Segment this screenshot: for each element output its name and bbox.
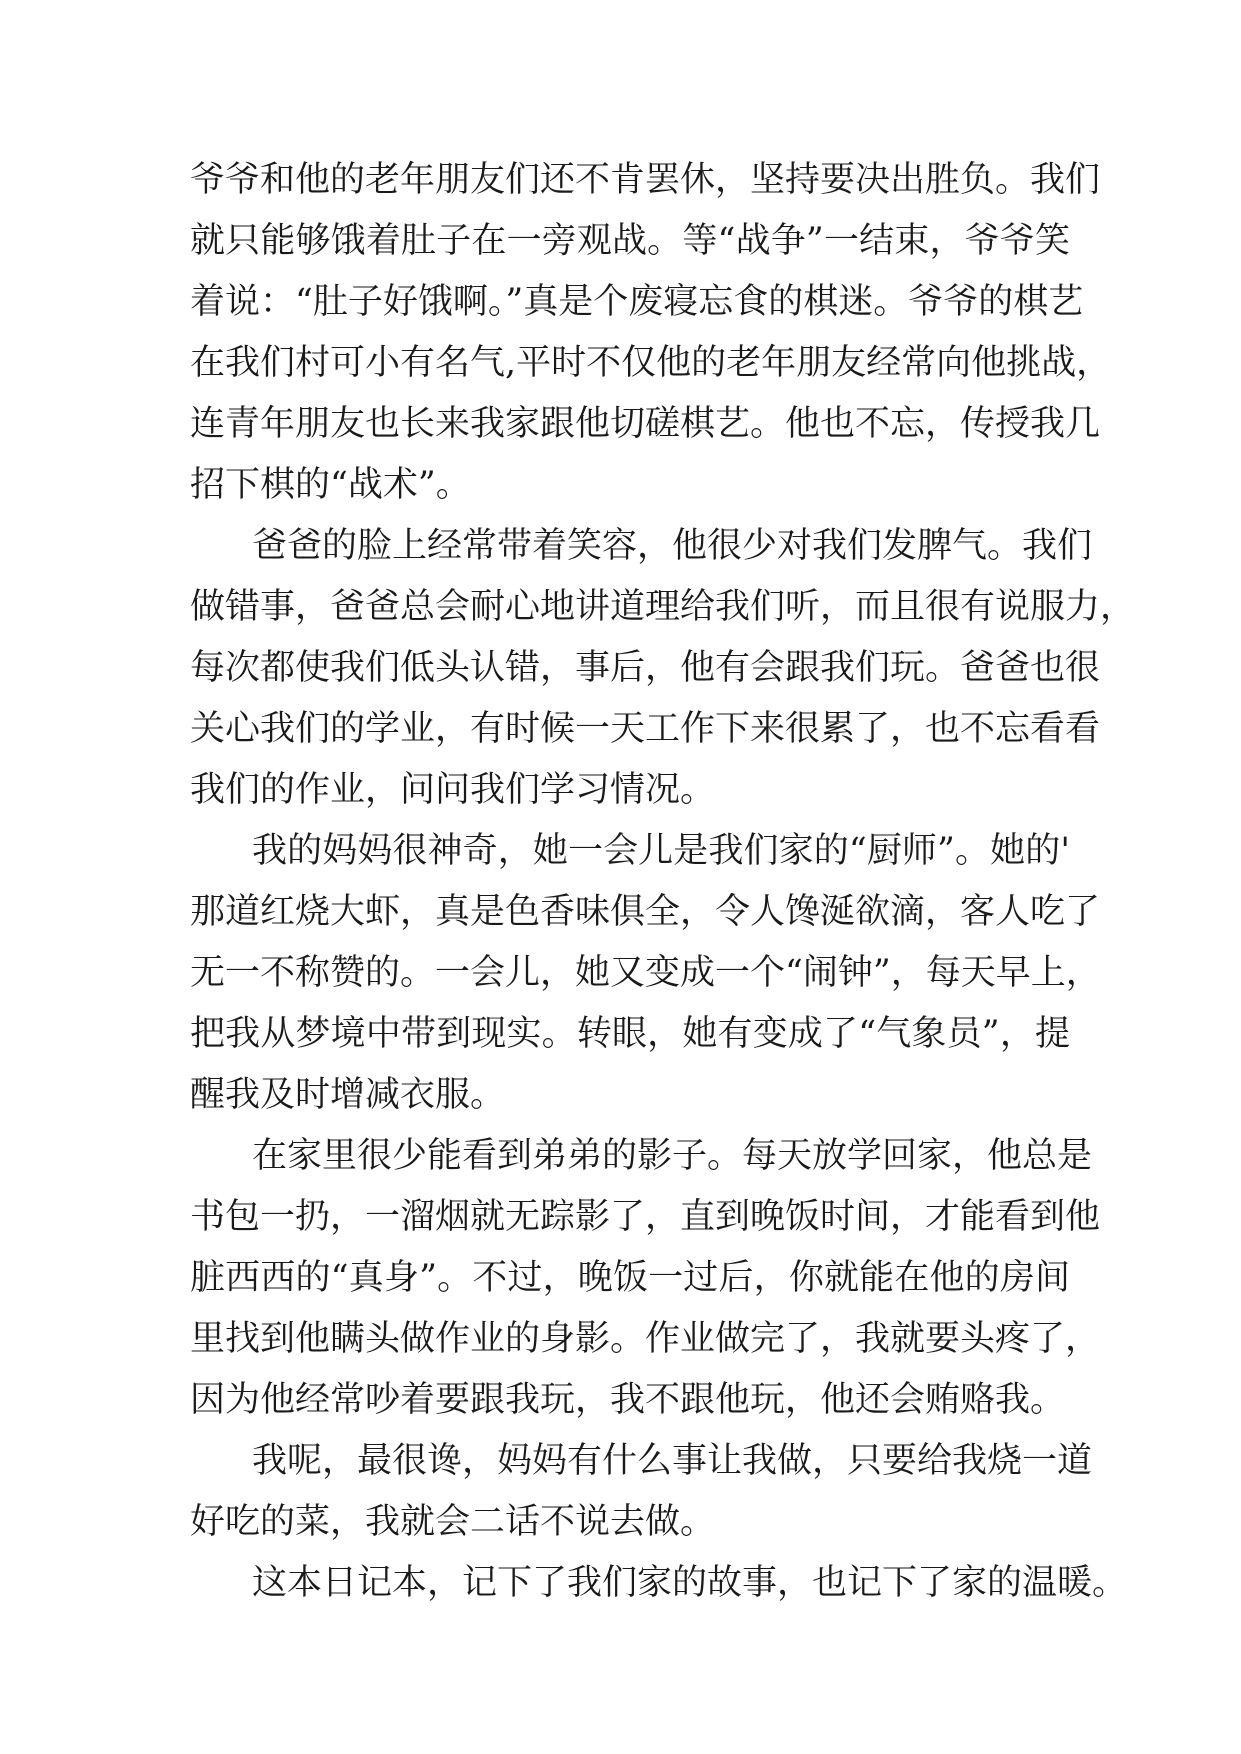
text-line: 我们的作业，问问我们学习情况。 [190, 770, 716, 810]
text-line: 着说：“肚子好饿啊。”真是个废寝忘食的棋迷。爷爷的棋艺 [190, 282, 1084, 322]
paragraph [190, 1431, 1093, 1553]
text-line: 爸爸的脸上经常带着笑容，他很少对我们发脾气。我们 [252, 526, 1093, 566]
text-line: 连青年朋友也长来我家跟他切磋棋艺。他也不忘，传授我几 [190, 404, 1101, 444]
paragraph [190, 516, 1136, 821]
text-line: 把我从梦境中带到现实。转眼，她有变成了“气象员”，提 [190, 1014, 1070, 1054]
text-line: 好吃的菜，我就会二话不说去做。 [190, 1502, 716, 1542]
paragraph [190, 1553, 1128, 1614]
document-body [190, 150, 1136, 1614]
text-line: 因为他经常吵着要跟我玩，我不跟他玩，他还会贿赂我。 [190, 1380, 1066, 1420]
text-line: 每次都使我们低头认错，事后，他有会跟我们玩。爸爸也很 [190, 648, 1101, 688]
paragraph [190, 150, 1112, 516]
text-line: 脏西西的“真身”。不过，晚饭一过后，你就能在他的房间 [190, 1258, 1070, 1298]
text-line: 在我们村可小有名气,平时不仅他的老年朋友经常向他挑战， [190, 343, 1112, 383]
text-line: 我的妈妈很神奇，她一会儿是我们家的“厨师”。她的' [252, 831, 1070, 871]
text-line: 书包一扔，一溜烟就无踪影了，直到晚饭时间，才能看到他 [190, 1197, 1101, 1237]
text-line: 那道红烧大虾，真是色香味俱全，令人馋涎欲滴，客人吃了 [190, 892, 1101, 932]
text-line: 爷爷和他的老年朋友们还不肯罢休，坚持要决出胜负。我们 [190, 160, 1101, 200]
text-line: 无一不称赞的。一会儿，她又变成一个“闹钟”，每天早上， [190, 953, 1101, 993]
text-line: 关心我们的学业，有时候一天工作下来很累了，也不忘看看 [190, 709, 1101, 749]
paragraph [190, 821, 1101, 1126]
text-line: 这本日记本，记下了我们家的故事，也记下了家的温暖。 [252, 1563, 1128, 1603]
text-line: 做错事，爸爸总会耐心地讲道理给我们听，而且很有说服力， [190, 587, 1136, 627]
text-line: 招下棋的“战术”。 [190, 465, 471, 505]
text-line: 就只能够饿着肚子在一旁观战。等“战争”一结束，爷爷笑 [190, 221, 1070, 261]
paragraph [190, 1126, 1101, 1431]
text-line: 我呢，最很谗，妈妈有什么事让我做，只要给我烧一道 [252, 1441, 1093, 1481]
text-line: 醒我及时增减衣服。 [190, 1075, 506, 1115]
text-line: 里找到他瞒头做作业的身影。作业做完了，我就要头疼了， [190, 1319, 1101, 1359]
text-line: 在家里很少能看到弟弟的影子。每天放学回家，他总是 [252, 1136, 1093, 1176]
